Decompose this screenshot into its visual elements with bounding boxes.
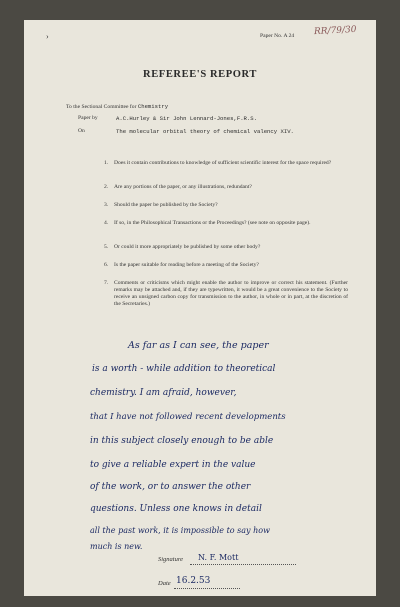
comment-line-3: chemistry. I am afraid, however, bbox=[90, 388, 237, 398]
comment-line-2: is a worth - while addition to theoretical bbox=[92, 364, 276, 374]
question-4: 4. If so, in the Philosophical Transactions or the Proceedings? (see note on opposite page). bbox=[104, 220, 311, 226]
comment-line-8: questions. Unless one knows in detail bbox=[90, 504, 262, 514]
question-2: 2. Are any portions of the paper, or any illustrations, redundant? bbox=[104, 184, 252, 190]
paper-by-label: Paper by bbox=[78, 115, 98, 121]
comment-line-10: much is new. bbox=[90, 542, 143, 551]
report-sheet bbox=[24, 20, 376, 596]
comment-line-5: in this subject closely enough to be able bbox=[90, 436, 274, 446]
signature-value: N. F. Mott bbox=[198, 553, 239, 562]
question-7: 7. Comments or criticisms which might enable the author to improve or correct his statement. (Further remarks may be attached and, if they are typewritten, it would be a great convenience to the Society to receive an unsigned carbon copy for transmission to the author, in whole or in part, at the discretion of the Secretaries.) bbox=[104, 280, 348, 307]
addressee-prefix: To the Sectional Committee for bbox=[66, 104, 137, 110]
question-1: 1. Does it contain contributions to knowledge of sufficient scientific interest for the space required? bbox=[104, 160, 332, 166]
signature-label: Signature bbox=[158, 556, 184, 563]
date-line bbox=[174, 588, 240, 589]
signature-row bbox=[158, 556, 183, 563]
paper-number bbox=[260, 33, 294, 40]
paper-subject: The molecular orbital theory of chemical valency XIV. bbox=[116, 128, 294, 135]
paper-on-label: On bbox=[78, 128, 85, 134]
paper-authors: A.C.Hurley & Sir John Lennard-Jones,F.R.S. bbox=[116, 115, 257, 122]
paper-by-line bbox=[78, 115, 98, 122]
date-value: 16.2.53 bbox=[176, 576, 211, 586]
archive-reference: RR/79/30 bbox=[313, 24, 357, 38]
paper-number-value: A 24 bbox=[283, 33, 295, 39]
question-6: 6. Is the paper suitable for reading before a meeting of the Society? bbox=[104, 262, 259, 268]
date-row bbox=[158, 580, 171, 587]
comment-line-9: all the past work, it is impossible to say how bbox=[90, 526, 270, 535]
committee-name: Chemistry bbox=[137, 103, 169, 110]
comment-line-6: to give a reliable expert in the value bbox=[90, 460, 256, 470]
question-5: 5. Or could it more appropriately be published by some other body? bbox=[104, 244, 261, 250]
date-label: Date bbox=[158, 580, 171, 587]
page-title: REFEREE'S REPORT bbox=[143, 69, 257, 80]
signature-line bbox=[190, 564, 296, 565]
addressee-line bbox=[66, 103, 168, 111]
comment-line-4: that I have not followed recent developments bbox=[90, 412, 286, 422]
comment-line-7: of the work, or to answer the other bbox=[90, 482, 251, 492]
paper-number-label: Paper No. bbox=[260, 33, 283, 39]
question-3: 3. Should the paper be published by the Society? bbox=[104, 202, 218, 208]
comment-line-1: As far as I can see, the paper bbox=[128, 340, 269, 351]
corner-mark: › bbox=[46, 32, 49, 41]
